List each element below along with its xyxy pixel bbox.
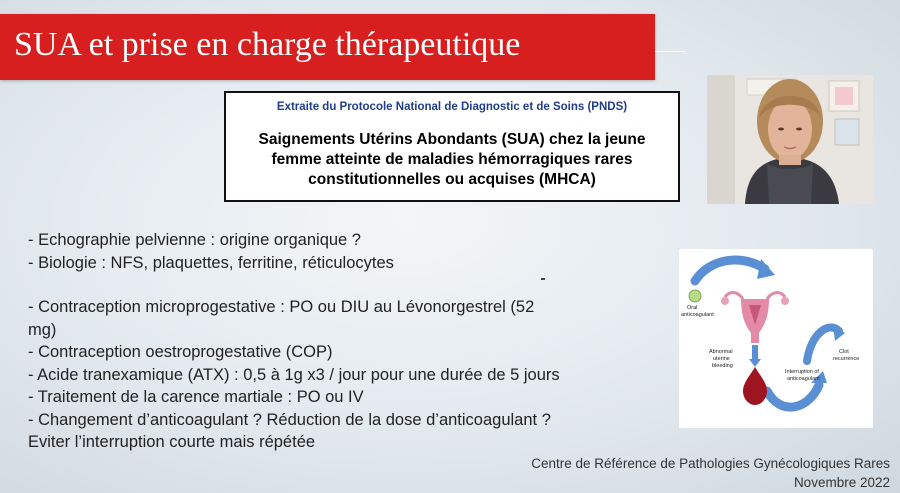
pointer-mark [541,278,545,280]
bullet-echographie: - Echographie pelvienne : origine organique ? [28,231,361,249]
bullet-interruption: Eviter l’interruption courte mais répétée [28,433,316,451]
pnds-kicker: Extraite du Protocole National de Diagnostic et de Soins (PNDS) [276,101,628,113]
arrow-bleeding-to-interruption [767,385,819,407]
pnds-title: Saignements Utérins Abondants (SUA) chez la jeune femme atteinte de maladies hémorragiques rares constitutionnelles ou acquises (MHCA) [258,131,646,188]
label-bleeding: bleeding [712,363,733,369]
bullet-microprogestative-cont: mg) [28,320,57,339]
footer-date: Novembre 2022 [793,475,890,490]
uterus-icon [721,293,789,343]
anticoagulant-cycle-figure [679,249,873,428]
presenter-image [707,75,873,204]
bullet-anticoagulant: - Changement d’anticoagulant ? Réduction de la dose d’anticoagulant ? [28,410,551,429]
label-oral-anticoagulant: anticoagulant [681,312,714,318]
slide-title: SUA et prise en charge thérapeutique [14,26,521,63]
slide-title-banner [0,14,655,80]
pnds-reference-box [224,91,680,202]
bullet-tranexamique: - Acide tranexamique (ATX) : 0,5 à 1g x3 / jour pour une durée de 5 jours [28,365,560,384]
label-abnormal: Abnormal [709,349,733,355]
label-clot: Clot [839,349,849,355]
bullet-microprogestative: - Contraception microprogestative : PO ou DIU au Lévonorgestrel (52 [28,298,535,316]
footer-institution: Centre de Référence de Pathologies Gynécologiques Rares [531,456,890,471]
bullet-carence-martiale: - Traitement de la carence martiale : PO ou IV [28,388,364,406]
label-uterine: uterine [713,356,730,362]
label-oral: Oral [687,305,698,311]
slide-footer [531,454,890,492]
pill-icon [689,290,701,302]
bullet-biologie: - Biologie : NFS, plaquettes, ferritine, réticulocytes [28,253,394,272]
label-interruption: Interruption of [785,369,819,375]
cycle-diagram [679,249,873,428]
bullet-gap [28,274,668,296]
label-interruption-anticoagulant: anticoagulant [787,376,820,382]
arrow-head-icon [749,359,761,367]
label-recurrence: recurrence [833,356,860,362]
slide-bullet-list [28,229,668,454]
arrow-pill-to-uterus [695,260,765,281]
bullet-oestroprogestative: - Contraception oestroprogestative (COP) [28,343,333,361]
webcam-video-feed [707,75,873,204]
blood-drop-icon [743,367,767,405]
title-divider [655,51,685,52]
